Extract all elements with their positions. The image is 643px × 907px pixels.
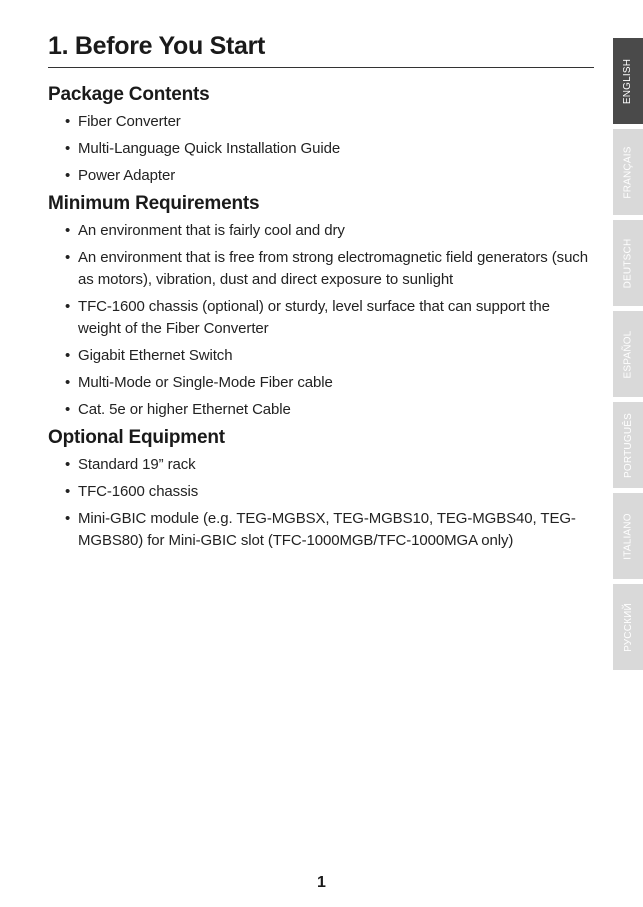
language-tab-espanol[interactable] <box>613 311 643 397</box>
section-heading: Package Contents <box>48 84 210 105</box>
chapter-title: 1. Before You Start <box>48 32 266 60</box>
language-tab-label: РУССКИЙ <box>622 602 634 652</box>
language-tab-label: PORTUGUÊS <box>622 412 634 478</box>
minimum-requirements-list <box>48 220 588 421</box>
language-tab-label: FRANÇAIS <box>622 145 634 199</box>
section-minimum-requirements <box>48 193 588 421</box>
optional-equipment-list <box>48 454 588 552</box>
section-heading: Optional Equipment <box>48 427 225 448</box>
language-tab-russian[interactable] <box>613 584 643 670</box>
list-item: • TFC-1600 chassis <box>48 481 588 503</box>
language-tab-portugues[interactable] <box>613 402 643 488</box>
package-contents-list <box>48 111 588 187</box>
language-tab-label: DEUTSCH <box>622 238 634 288</box>
list-item: • Multi-Mode or Single-Mode Fiber cable <box>48 372 588 394</box>
list-item: • Mini-GBIC module (e.g. TEG-MGBSX, TEG-MGBS10, TEG-MGBS40, TEG-MGBS80) for Mini-GBIC slot (TFC-1000MGB/TFC-1000MGA only) <box>48 508 588 552</box>
language-tab-label: ESPAÑOL <box>622 330 634 378</box>
language-tabs <box>613 38 643 675</box>
title-divider <box>48 67 594 68</box>
language-tab-english[interactable] <box>613 38 643 124</box>
list-item: • Cat. 5e or higher Ethernet Cable <box>48 399 588 421</box>
language-tab-deutsch[interactable] <box>613 220 643 306</box>
section-package-contents <box>48 84 588 187</box>
section-optional-equipment <box>48 427 588 552</box>
list-item: • Multi-Language Quick Installation Guide <box>48 138 588 160</box>
page-content <box>48 84 588 558</box>
language-tab-label: ENGLISH <box>622 58 634 104</box>
list-item: • Standard 19” rack <box>48 454 588 476</box>
page-number: 1 <box>317 874 326 891</box>
list-item: • Gigabit Ethernet Switch <box>48 345 588 367</box>
list-item: • An environment that is free from strong electromagnetic field generators (such as motors), vibration, dust and direct exposure to sunlight <box>48 247 588 291</box>
language-tab-francais[interactable] <box>613 129 643 215</box>
language-tab-label: ITALIANO <box>622 512 634 560</box>
list-item: • TFC-1600 chassis (optional) or sturdy, level surface that can support the weight of the Fiber Converter <box>48 296 588 340</box>
section-heading: Minimum Requirements <box>48 193 260 214</box>
language-tab-italiano[interactable] <box>613 493 643 579</box>
list-item: • Fiber Converter <box>48 111 588 133</box>
list-item: • An environment that is fairly cool and dry <box>48 220 588 242</box>
list-item: • Power Adapter <box>48 165 588 187</box>
